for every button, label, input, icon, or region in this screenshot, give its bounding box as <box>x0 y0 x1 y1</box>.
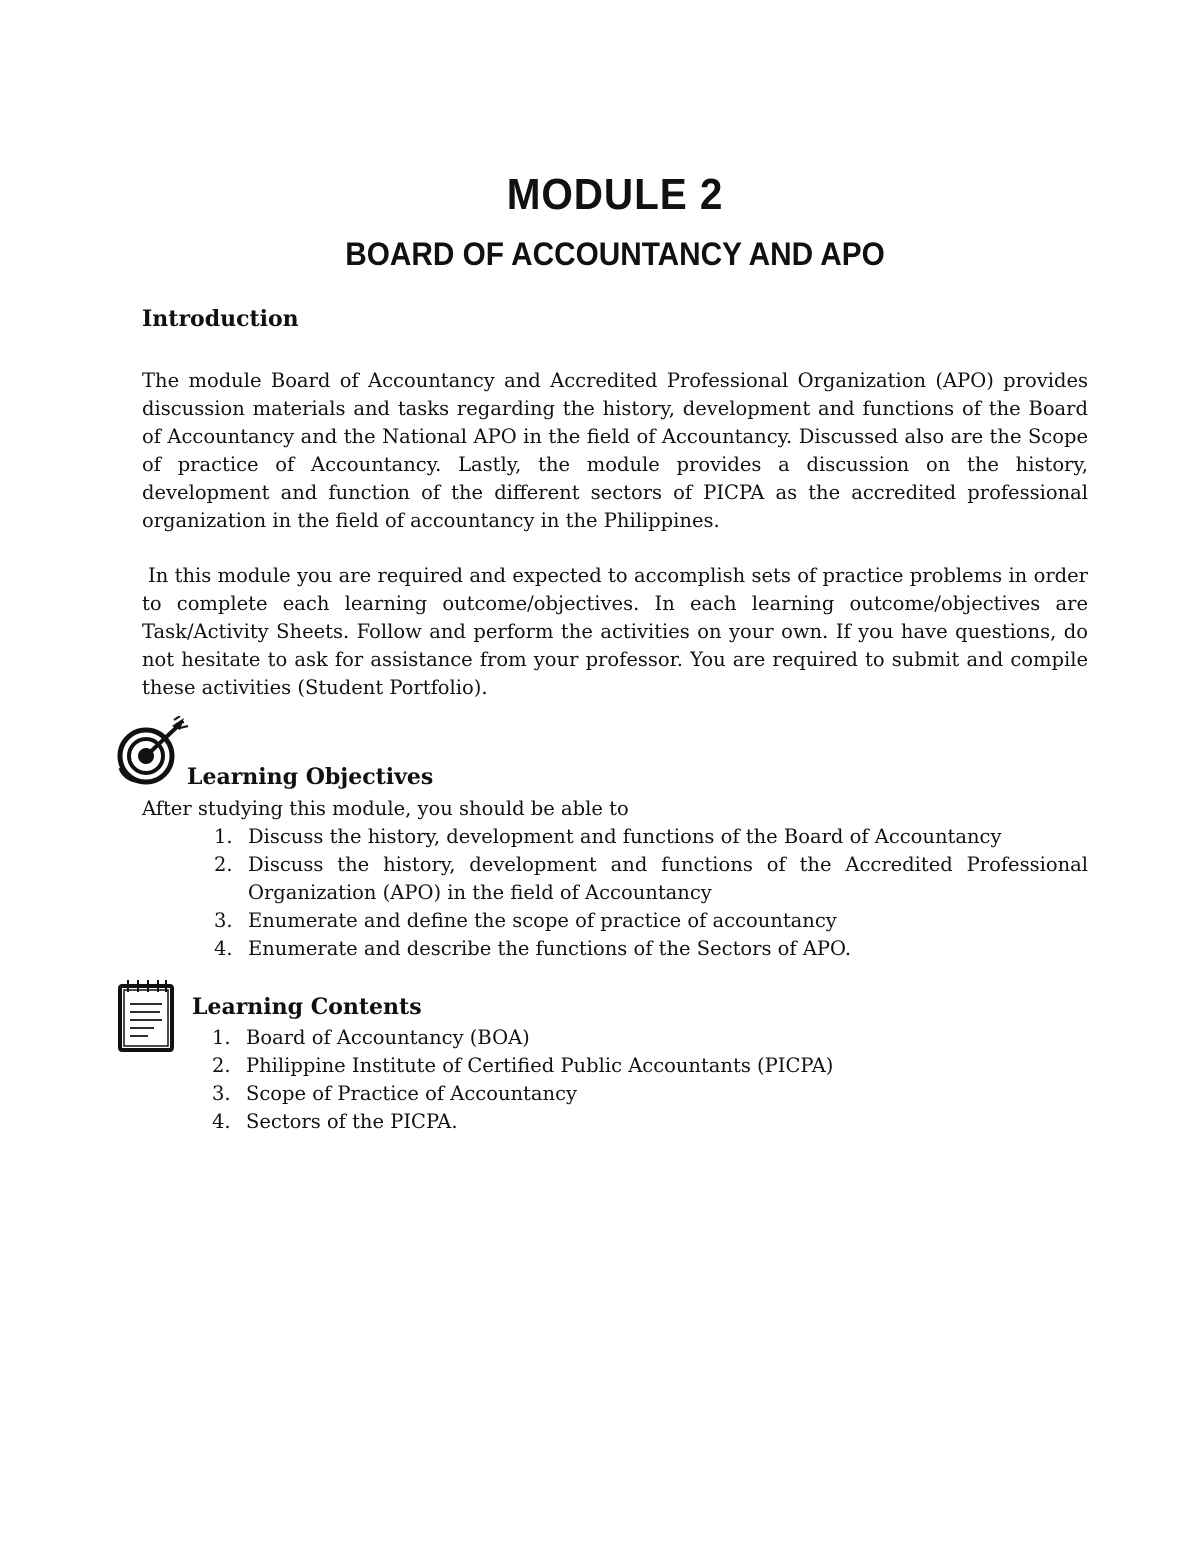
list-item-text: Enumerate and describe the functions of the Sectors of APO. <box>248 937 852 960</box>
list-item <box>214 935 1088 963</box>
notepad-icon <box>114 976 178 1054</box>
list-item <box>214 823 1088 851</box>
learning-contents-heading: Learning Contents <box>192 994 422 1020</box>
list-item-number: 3. <box>212 1082 231 1105</box>
list-item-number: 4. <box>214 937 233 960</box>
list-item <box>214 851 1088 907</box>
module-title: MODULE 2 <box>506 170 724 219</box>
list-item-number: 2. <box>214 853 233 876</box>
introduction-paragraph-1: The module Board of Accountancy and Accredited Professional Organization (APO) provides discussion materials and tasks regarding the history, development and functions of the Board of Accountancy and the National APO in the field of Accountancy. Discussed also are the Scope of practice of Accountancy. Lastly, the module provides a discussion on the history, development and function of the different sectors of PICPA as the accredited professional organization in the field of accountancy in the Philippines. <box>142 369 1088 532</box>
learning-objectives-lead: After studying this module, you should be able to <box>142 797 629 820</box>
list-item-text: Enumerate and define the scope of practice of accountancy <box>248 909 837 932</box>
introduction-paragraph-2: In this module you are required and expected to accomplish sets of practice problems in order to complete each learning outcome/objectives. In each learning outcome/objectives are Task/Activity Sheets. Follow and perform the activities on your own. If you have questions, do not hesitate to ask for assistance from your professor. You are required to submit and compile these activities (Student Portfolio). <box>142 564 1088 699</box>
list-item-number: 3. <box>214 909 233 932</box>
list-item-text: Discuss the history, development and functions of the Accredited Professional Organization (APO) in the field of Accountancy <box>248 853 1088 904</box>
list-item <box>212 1080 1012 1108</box>
learning-objectives-list <box>214 823 1088 963</box>
introduction-heading: Introduction <box>142 306 299 332</box>
list-item-number: 1. <box>214 825 233 848</box>
list-item <box>214 907 1088 935</box>
list-item-text: Discuss the history, development and functions of the Board of Accountancy <box>248 825 1002 848</box>
learning-contents-list <box>212 1024 1012 1136</box>
learning-objectives-heading: Learning Objectives <box>187 764 434 790</box>
list-item <box>212 1024 1012 1052</box>
list-item <box>212 1052 1012 1080</box>
list-item-text: Board of Accountancy (BOA) <box>246 1026 530 1049</box>
list-item-number: 2. <box>212 1054 231 1077</box>
list-item <box>212 1108 1012 1136</box>
list-item-number: 4. <box>212 1110 231 1133</box>
list-item-number: 1. <box>212 1026 231 1049</box>
list-item-text: Scope of Practice of Accountancy <box>246 1082 578 1105</box>
module-subtitle: BOARD OF ACCOUNTANCY AND APO <box>345 236 885 272</box>
target-arrow-icon <box>114 716 190 786</box>
list-item-text: Philippine Institute of Certified Public Accountants (PICPA) <box>246 1054 834 1077</box>
list-item-text: Sectors of the PICPA. <box>246 1110 458 1133</box>
